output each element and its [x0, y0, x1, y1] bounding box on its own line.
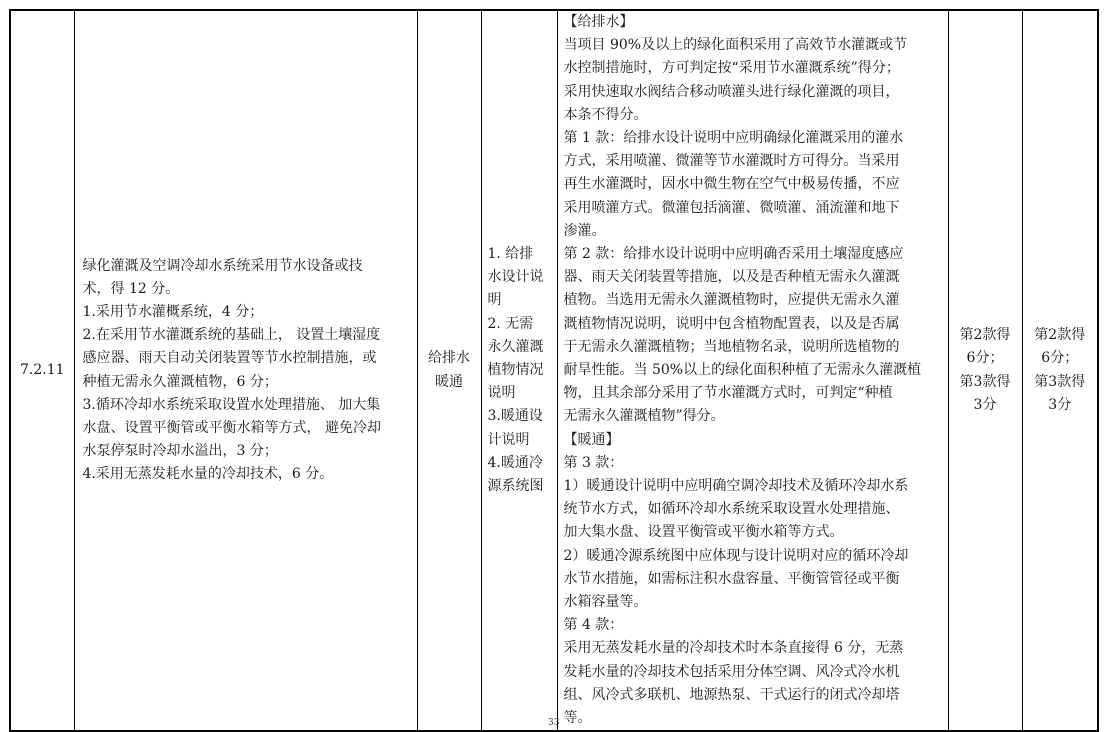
documents-line: 永久灌溉 [487, 338, 544, 355]
guidance-line: 第 3 款： [563, 454, 624, 471]
guidance-line: 1）暖通设计说明中应明确空调冷却技术及循环冷却水系 [563, 478, 909, 495]
score-cell-a [948, 10, 1022, 731]
clause-id-cell [10, 10, 74, 731]
guidance-line: 采用喷灌方式。微灌包括滴灌、微喷灌、涌流灌和地下 [563, 199, 900, 216]
guidance-line: 加大集水盘、设置平衡管或平衡水箱等方式。 [563, 524, 844, 541]
guidance-line: 【暖通】 [563, 431, 620, 448]
documents-line: 源系统图 [487, 478, 544, 495]
requirement-line: 术，得 12 分。 [82, 280, 180, 297]
clause-id: 7.2.11 [19, 362, 65, 379]
documents-line: 水设计说 [487, 269, 544, 286]
guidance-line: 无需永久灌溉植物”得分。 [563, 408, 725, 425]
documents-cell [481, 10, 560, 731]
requirement-line: 1.采用节水灌概系统，4 分； [82, 304, 264, 321]
score-line: 第2款得 [1034, 327, 1086, 344]
guidance-line: 发耗水量的冷却技术包括采用分体空调、风冷式冷水机 [563, 663, 900, 680]
guidance-line: 采用无蒸发耗水量的冷却技术时本条直接得 6 分，无蒸 [563, 640, 904, 657]
documents-line: 1. 给排 [487, 246, 534, 263]
guidance-line: 于无需永久灌溉植物；当地植物名录，说明所选植物的 [563, 338, 900, 355]
requirement-line: 水泵停泵时冷却水溢出，3 分； [82, 443, 278, 460]
guidance-line: 耐旱性能。当 50%以上的绿化面积种植了无需永久灌溉植 [563, 362, 922, 379]
documents-line: 计说明 [487, 431, 530, 448]
guidance-line: 物，且其余部分采用了节水灌溉方式时，可判定“种植 [563, 385, 893, 402]
table-row [10, 10, 1098, 731]
discipline-line: 给排水 [428, 350, 470, 367]
score-line: 第3款得 [1034, 373, 1086, 390]
discipline-line: 暖通 [435, 373, 463, 390]
requirement-line: 水盘、设置平衡管或平衡水箱等方式， 避免冷却 [82, 420, 381, 437]
score-line: 第2款得 [959, 327, 1011, 344]
score-line: 6分； [1041, 350, 1079, 367]
guidance-line: 组、风冷式多联机、地源热泵、干式运行的闭式冷却塔 [563, 686, 900, 703]
documents-line: 3.暖通设 [487, 408, 543, 425]
requirement-line: 绿化灌溉及空调冷却水系统采用节水设备或技 [82, 257, 363, 274]
guidance-line: 植物。当选用无需永久灌溉植物时，应提供无需永久灌 [563, 292, 900, 309]
guidance-line: 器、雨天关闭装置等措施，以及是否种植无需永久灌溉 [563, 269, 900, 286]
requirement-cell [74, 10, 417, 731]
guidance-line: 等。 [563, 710, 592, 727]
score-cell-b [1022, 10, 1098, 731]
guidance-line: 第 4 款： [563, 617, 624, 634]
documents-line: 明 [487, 292, 502, 309]
guidance-line: 2）暖通冷源系统图中应体现与设计说明对应的循环冷却 [563, 547, 909, 564]
documents-line: 说明 [487, 385, 516, 402]
requirement-line: 2.在采用节水灌溉系统的基础上， 设置土壤湿度 [82, 327, 381, 344]
guidance-line: 统节水方式，如循环冷却水系统采取设置水处理措施、 [563, 501, 900, 518]
guidance-line: 第 1 款：给排水设计说明中应明确绿化灌溉采用的灌水 [563, 130, 904, 147]
guidance-line: 当项目 90%及以上的绿化面积采用了高效节水灌溉或节 [563, 37, 908, 54]
documents-line: 植物情况 [487, 362, 544, 379]
requirement-line: 3.循环冷却水系统采取设置水处理措施、 加大集 [82, 396, 381, 413]
standards-table [9, 9, 1099, 732]
page-number: 33 [548, 718, 560, 728]
requirement-line: 种植无需永久灌溉植物，6 分； [82, 373, 278, 390]
guidance-line: 第 2 款：给排水设计说明中应明确否采用土壤湿度感应 [563, 246, 904, 263]
score-line: 第3款得 [959, 373, 1011, 390]
guidance-line: 水箱容量等。 [563, 594, 648, 611]
guidance-line: 再生水灌溉时，因水中微生物在空气中极易传播，不应 [563, 176, 900, 193]
discipline-cell [417, 10, 481, 731]
guidance-line: 方式，采用喷灌、微灌等节水灌溉时方可得分。当采用 [563, 153, 900, 170]
guidance-cell [557, 10, 948, 731]
guidance-line: 渗灌。 [563, 222, 606, 239]
documents-line: 2. 无需 [487, 315, 534, 332]
guidance-line: 水节水措施，如需标注积水盘容量、平衡管管径或平衡 [563, 570, 900, 587]
score-line: 3分 [1048, 396, 1072, 413]
requirement-line: 感应器、雨天自动关闭装置等节水控制措施，或 [82, 350, 377, 367]
score-line: 3分 [973, 396, 997, 413]
guidance-line: 【给排水】 [563, 14, 634, 30]
guidance-line: 水控制措施时，方可判定按“采用节水灌溉系统”得分； [563, 60, 900, 77]
guidance-line: 采用快速取水阀结合移动喷灌头进行绿化灌溉的项目， [563, 83, 900, 100]
score-line: 6分； [966, 350, 1004, 367]
guidance-line: 溉植物情况说明，说明中包含植物配置表，以及是否属 [563, 315, 900, 332]
documents-line: 4.暖通冷 [487, 454, 543, 471]
requirement-line: 4.采用无蒸发耗水量的冷却技术，6 分。 [82, 466, 334, 483]
guidance-line: 本条不得分。 [563, 106, 648, 123]
